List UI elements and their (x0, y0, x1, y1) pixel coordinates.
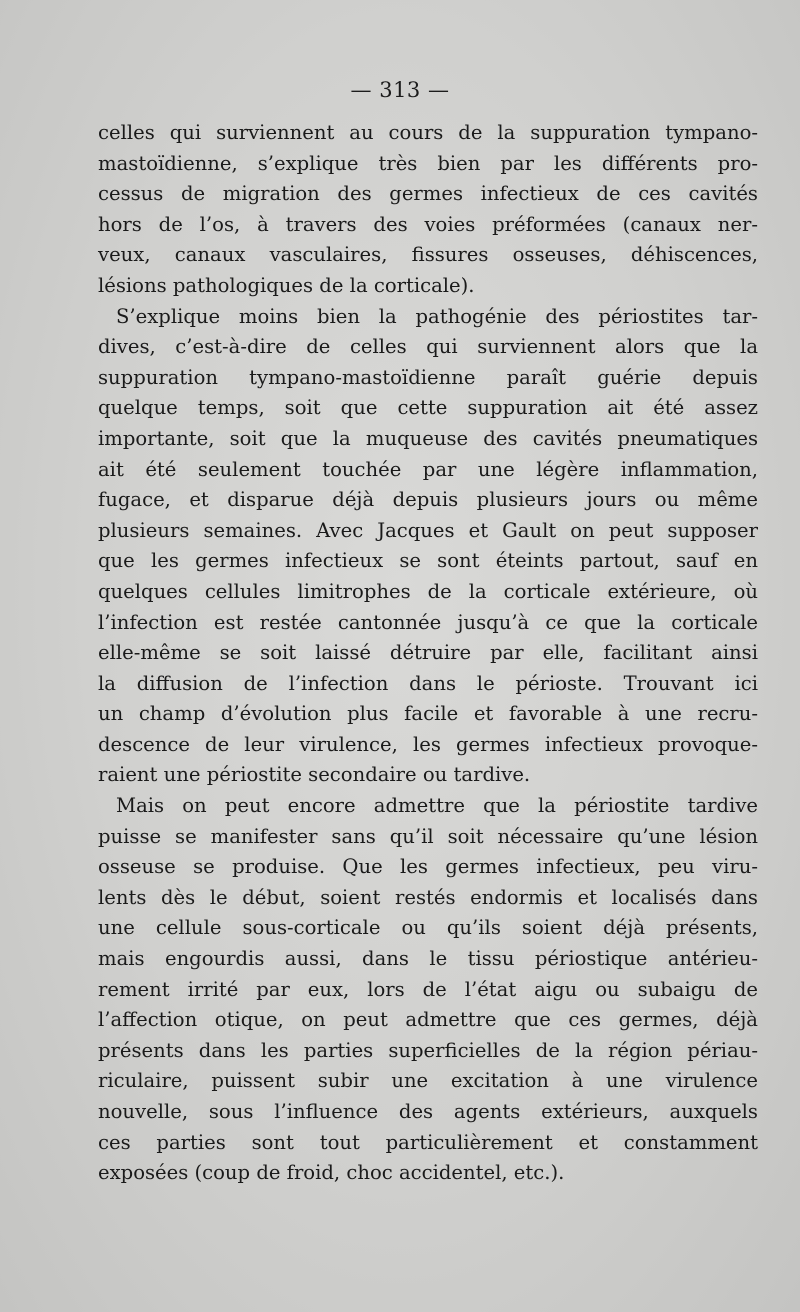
text-line: suppuration tympano-mastoïdienne paraît guérie depuis (98, 365, 758, 389)
text-line: que les germes infectieux se sont éteints partout, sauf en (98, 549, 758, 573)
text-line: l’affection otique, on peut admettre que ces germes, déjà (98, 1008, 758, 1032)
text-line: riculaire, puissent subir une excitation à une virulence (98, 1069, 758, 1093)
text-line: exposées (coup de froid, choc accidentel, etc.). (98, 1161, 565, 1185)
page-number: — 313 — (350, 78, 450, 102)
text-line: hors de l’os, à travers des voies préformées (canaux ner- (98, 212, 758, 236)
paragraph-1 (98, 118, 758, 302)
text-line: lents dès le début, soient restés endormis et localisés dans (98, 885, 758, 909)
text-line: ait été seulement touchée par une légère inflammation, (98, 457, 758, 481)
text-line: ces parties sont tout particulièrement et constamment (98, 1130, 758, 1154)
text-line: rement irrité par eux, lors de l’état aigu ou subaigu de (98, 977, 758, 1001)
text-line: nouvelle, sous l’influence des agents extérieurs, auxquels (98, 1100, 758, 1123)
text-line: veux, canaux vasculaires, fissures osseuses, déhiscences, (98, 243, 758, 267)
body-text (98, 118, 758, 1189)
text-line: dives, c’est-à-dire de celles qui surviennent alors que la (98, 335, 758, 359)
text-line: celles qui surviennent au cours de la suppuration tympano- (98, 121, 758, 144)
text-line: quelques cellules limitrophes de la corticale extérieure, où (98, 579, 758, 603)
text-line: l’infection est restée cantonnée jusqu’à ce que la corticale (98, 610, 758, 634)
paragraph-3 (98, 791, 758, 1189)
text-line: importante, soit que la muqueuse des cavités pneumatiques (98, 426, 758, 450)
text-line: S’explique moins bien la pathogénie des périostites tar- (116, 304, 758, 328)
text-line: plusieurs semaines. Avec Jacques et Gault on peut supposer (98, 518, 758, 542)
text-line: mastoïdienne, s’explique très bien par les différents pro- (98, 151, 758, 175)
text-line: une cellule sous-corticale ou qu’ils soient déjà présents, (98, 916, 758, 940)
text-line: mais engourdis aussi, dans le tissu périostique antérieu- (98, 947, 758, 971)
text-line: raient une périostite secondaire ou tardive. (98, 763, 531, 787)
text-line: Mais on peut encore admettre que la périostite tardive (116, 794, 758, 818)
text-line: osseuse se produise. Que les germes infectieux, peu viru- (98, 855, 758, 879)
text-line: présents dans les parties superficielles de la région périau- (98, 1038, 758, 1062)
text-line: lésions pathologiques de la corticale). (98, 273, 475, 297)
paragraph-2 (98, 302, 758, 792)
text-line: un champ d’évolution plus facile et favorable à une recru- (98, 702, 758, 726)
text-line: cessus de migration des germes infectieux de ces cavités (98, 182, 758, 206)
text-line: puisse se manifester sans qu’il soit nécessaire qu’une lésion (98, 824, 758, 848)
text-line: elle-même se soit laissé détruire par elle, facilitant ainsi (98, 641, 758, 665)
text-line: fugace, et disparue déjà depuis plusieurs jours ou même (98, 488, 758, 512)
text-line: quelque temps, soit que cette suppuration ait été assez (98, 396, 758, 420)
text-line: descence de leur virulence, les germes infectieux provoque- (98, 732, 758, 756)
text-line: la diffusion de l’infection dans le périoste. Trouvant ici (98, 671, 758, 695)
